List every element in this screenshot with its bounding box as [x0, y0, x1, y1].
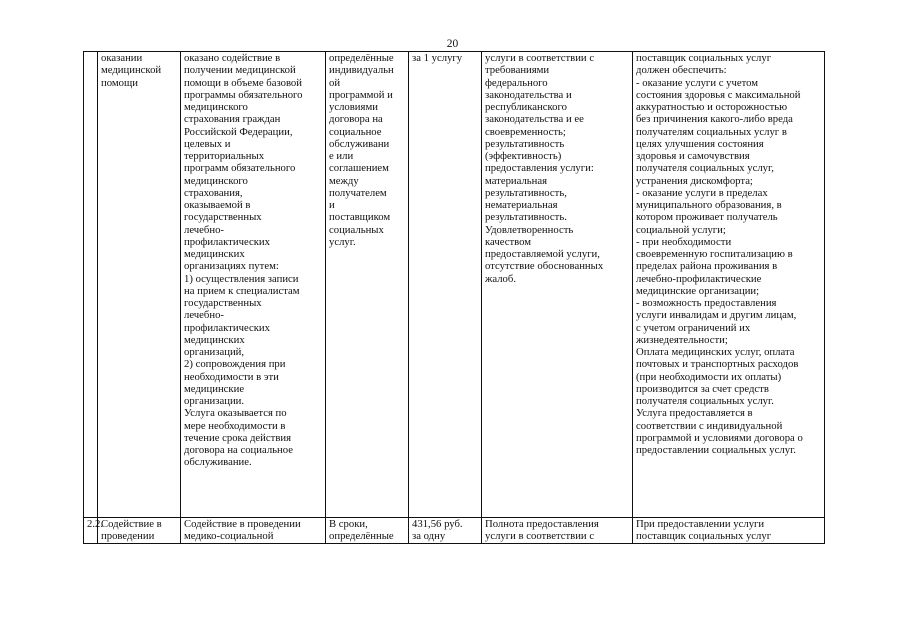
cell-text-line: (эффективность) — [485, 150, 562, 162]
cell-text-line: - при необходимости — [636, 235, 732, 248]
cell-text-line: договора на социальное — [184, 444, 293, 456]
cell-text-line: оказании — [101, 52, 143, 64]
cell-text-line: предоставляемой услуги, — [485, 248, 600, 260]
cell-text-line: программ обязательного — [184, 162, 296, 175]
cell-text-line: ой — [329, 76, 341, 89]
cell-text-line: законодательства и ее — [485, 113, 584, 126]
cell-text-line: за одну — [412, 530, 446, 543]
cell-text-line: страхования, — [184, 186, 243, 199]
cell-service-description — [181, 52, 326, 518]
cell-number — [84, 518, 104, 544]
services-table — [83, 51, 825, 544]
cell-conditions — [633, 52, 825, 518]
cell-text-line: При предоставлении услуги — [636, 518, 765, 530]
cell-text-line: социальных — [329, 223, 384, 236]
cell-text-line: 2) сопровождения при — [184, 358, 286, 371]
table-row — [84, 52, 825, 518]
cell-service-description — [181, 518, 326, 544]
cell-text-line: котором проживает получатель — [636, 211, 778, 224]
cell-text-line: организациях путем: — [184, 260, 279, 273]
cell-text-line: аккуратностью и осторожностью — [636, 101, 788, 113]
cell-text-line: 431,56 руб. — [412, 518, 463, 530]
cell-text-line: целевых и — [184, 137, 231, 150]
cell-text-line: нематериальная — [485, 199, 558, 211]
cell-text-line: - возможность предоставления — [636, 297, 777, 309]
cell-tariff — [409, 52, 482, 518]
cell-text-line: мере необходимости в — [184, 419, 286, 432]
cell-text-line: медицинской — [101, 64, 162, 77]
cell-text-line: отсутствие обоснованных — [485, 260, 604, 273]
cell-text-line: Российской Федерации, — [184, 125, 293, 138]
cell-text-line: помощи — [101, 76, 138, 89]
cell-text-line: течение срока действия — [184, 431, 291, 444]
cell-text-line: медицинского — [184, 101, 248, 113]
cell-number — [84, 52, 98, 518]
cell-quality-indicators — [482, 52, 633, 518]
cell-terms — [326, 518, 409, 544]
cell-text-line: законодательства и — [485, 88, 572, 101]
cell-text-line: получении медицинской — [184, 64, 296, 77]
cell-text-line: получателя социальных услуг. — [636, 395, 774, 407]
cell-text-line: Содействие в проведении — [184, 518, 301, 530]
cell-text-line: получателя социальных услуг, — [636, 162, 774, 175]
cell-text-line: обслуживание. — [184, 456, 252, 469]
cell-text-line: программой и условиями договора о — [636, 431, 803, 444]
cell-text-line: государственных — [184, 297, 262, 309]
cell-text-line: медико-социальной — [184, 530, 274, 543]
cell-text-line: помощи в объеме базовой — [184, 76, 302, 89]
cell-text-line: лечебно-профилактические — [636, 272, 762, 285]
cell-text-line: - оказание услуги в пределах — [636, 186, 768, 199]
cell-text-line: программой и — [329, 88, 393, 101]
cell-text-line: получателям социальных услуг в — [636, 125, 787, 138]
cell-text-line: поставщик социальных услуг — [636, 52, 772, 64]
cell-text-line: Услуга оказывается по — [184, 407, 287, 420]
cell-text-line: В сроки, — [329, 518, 368, 530]
cell-text-line: федерального — [485, 76, 548, 89]
cell-text-line: результативность. — [485, 211, 567, 224]
page-number: 20 — [446, 38, 459, 50]
cell-text-line: на прием к специалистам — [184, 284, 300, 297]
cell-text-line: определённые — [329, 530, 394, 543]
cell-text-line: организаций, — [184, 346, 245, 358]
cell-text-line: обслуживани — [329, 137, 390, 150]
cell-text-line: пределах района проживания в — [636, 260, 778, 273]
cell-text-line: индивидуальн — [329, 64, 394, 77]
cell-service-name — [98, 518, 181, 544]
cell-text-line: услуги в соответствии с — [485, 52, 595, 64]
cell-text-line: поставщик социальных услуг — [636, 530, 772, 543]
cell-text-line: соглашением — [329, 162, 389, 175]
cell-text-line: своевременность; — [485, 125, 566, 138]
cell-text-line: услуги инвалидам и другим лицам, — [636, 309, 797, 322]
cell-text-line: организации. — [184, 395, 245, 407]
cell-text-line: Услуга предоставляется в — [636, 407, 753, 420]
cell-text-line: услуги в соответствии с — [485, 530, 595, 543]
cell-text-line: профилактических — [184, 321, 270, 334]
cell-text-line: медицинские организации; — [636, 284, 760, 297]
cell-text-line: оказываемой в — [184, 199, 251, 211]
cell-text-line: е или — [329, 150, 354, 162]
cell-text-line: должен обеспечить: — [636, 64, 727, 77]
cell-text-line: (при необходимости их оплаты) — [636, 370, 782, 383]
cell-text-line: условиями — [329, 101, 378, 113]
cell-text-line: медицинских — [184, 248, 245, 260]
cell-text-line: жалоб. — [485, 272, 517, 285]
cell-text-line: без причинения какого-либо вреда — [636, 113, 793, 126]
cell-text-line: предоставления услуги: — [485, 162, 594, 175]
cell-text-line: республиканского — [485, 101, 567, 113]
cell-terms — [326, 52, 409, 518]
cell-conditions — [633, 518, 825, 544]
cell-text-line: договора на — [329, 113, 383, 126]
cell-text-line: необходимости в эти — [184, 370, 279, 383]
cell-text-line: услуг. — [329, 235, 356, 248]
cell-text-line: проведении — [101, 530, 155, 543]
cell-text-line: жизнедеятельности; — [636, 333, 728, 346]
cell-quality-indicators — [482, 518, 633, 544]
cell-text-line: медицинских — [184, 333, 245, 346]
cell-text-line: материальная — [485, 174, 548, 187]
cell-text-line: своевременную госпитализацию в — [636, 248, 793, 260]
cell-text-line: оказано содействие в — [184, 52, 281, 64]
cell-text-line: лечебно- — [184, 223, 224, 236]
cell-text-line: качеством — [485, 235, 532, 248]
cell-text-line: между — [329, 174, 359, 187]
cell-text-line: страхования граждан — [184, 113, 281, 126]
cell-text-line: устранения дискомфорта; — [636, 174, 753, 187]
cell-text-line: 1) осуществления записи — [184, 272, 299, 285]
table-row — [84, 518, 825, 544]
cell-text-line: соответствии с индивидуальной — [636, 419, 783, 432]
cell-text-line: государственных — [184, 211, 262, 224]
cell-text-line: социальное — [329, 125, 382, 138]
cell-service-name — [98, 52, 181, 518]
cell-text-line: состояния здоровья с максимальной — [636, 88, 801, 101]
cell-text-line: с учетом ограничений их — [636, 321, 751, 334]
cell-text-line: производится за счет средств — [636, 382, 769, 395]
cell-text-line: медицинские — [184, 382, 245, 395]
cell-text-line: лечебно- — [184, 309, 224, 322]
cell-text-line: Удовлетворенность — [485, 223, 574, 236]
cell-text-line: за 1 услугу — [412, 52, 463, 64]
cell-text-line: результативность — [485, 137, 565, 150]
cell-text-line: муниципального образования, в — [636, 199, 782, 211]
cell-text-line: Содействие в — [101, 518, 162, 530]
cell-text-line: предоставлении социальных услуг. — [636, 444, 796, 456]
cell-text-line: получателем — [329, 186, 387, 199]
cell-text-line: - оказание услуги с учетом — [636, 76, 759, 89]
cell-text-line: 2.2. — [87, 518, 104, 530]
cell-text-line: профилактических — [184, 235, 270, 248]
cell-text-line: и — [329, 199, 335, 211]
cell-text-line: социальной услуги; — [636, 223, 726, 236]
cell-text-line: здоровья и самочувствия — [636, 150, 750, 162]
cell-tariff — [409, 518, 482, 544]
cell-text-line: требованиями — [485, 64, 550, 77]
cell-text-line: определённые — [329, 52, 394, 64]
cell-text-line: почтовых и транспортных расходов — [636, 358, 799, 371]
cell-text-line: целях улучшения состояния — [636, 137, 764, 150]
cell-text-line: Оплата медицинских услуг, оплата — [636, 346, 795, 358]
cell-text-line: территориальных — [184, 150, 265, 162]
cell-text-line: Полнота предоставления — [485, 518, 599, 530]
cell-text-line: результативность, — [485, 186, 567, 199]
cell-text-line: медицинского — [184, 174, 248, 187]
cell-text-line: программы обязательного — [184, 88, 303, 101]
table-body — [84, 52, 825, 544]
cell-text-line: поставщиком — [329, 211, 391, 224]
